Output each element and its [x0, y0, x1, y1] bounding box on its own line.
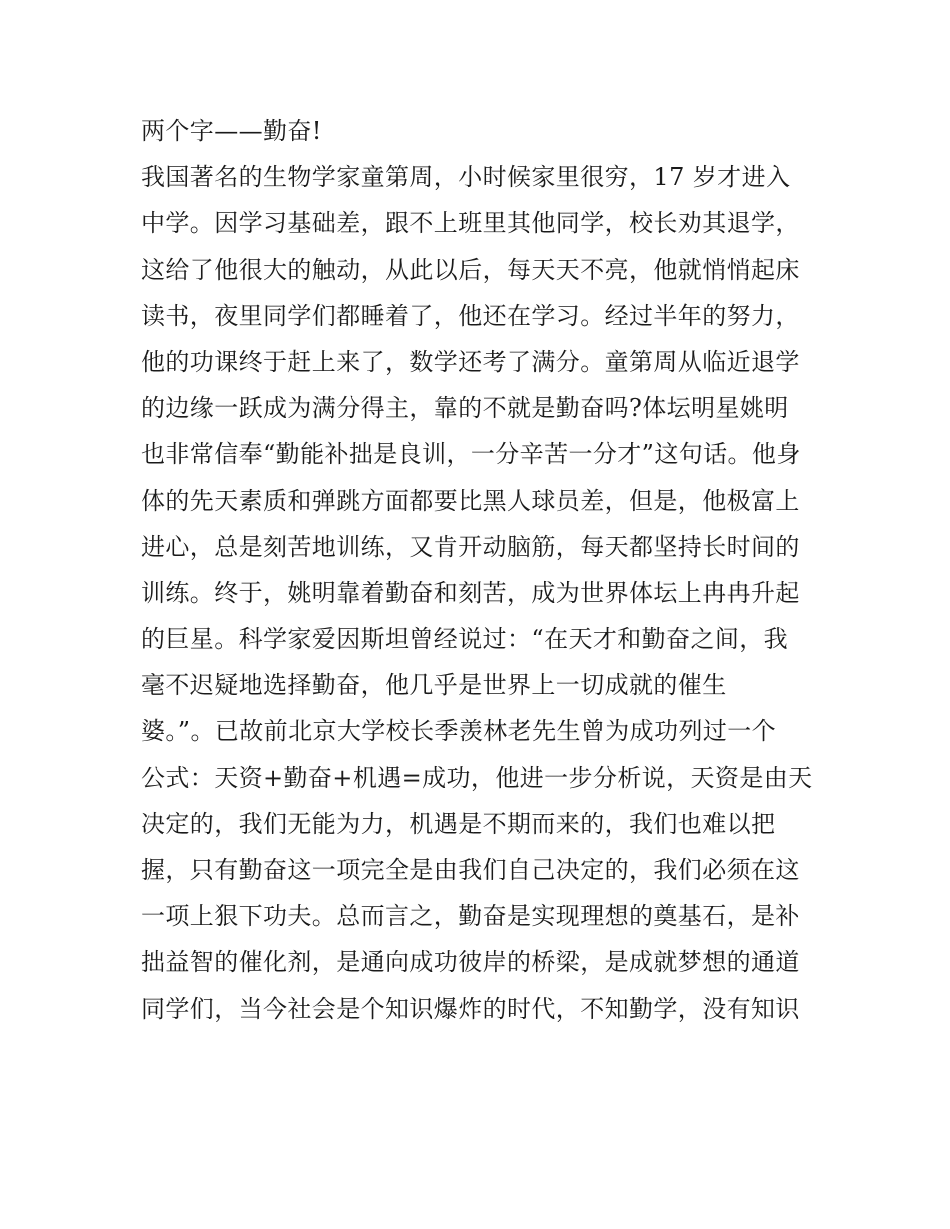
text-line-15: 公式：天资+勤奋+机遇=成功，他进一步分析说，天资是由天	[141, 763, 813, 792]
text-line-13: 毫不迟疑地选择勤奋，他几乎是世界上一切成就的催生	[141, 671, 727, 700]
text-line-19: 拙益智的催化剂，是通向成功彼岸的桥梁，是成就梦想的通道	[141, 948, 800, 977]
text-line-17: 握，只有勤奋这一项完全是由我们自己决定的，我们必须在这	[141, 856, 800, 884]
text-line-3: 中学。因学习基础差，跟不上班里其他同学，校长劝其退学，	[141, 209, 800, 238]
text-line-4: 这给了他很大的触动，从此以后，每天天不亮，他就悄悄起床	[141, 255, 800, 284]
text-line-18: 一项上狠下功夫。总而言之，勤奋是实现理想的奠基石，是补	[141, 902, 800, 931]
text-line-11: 训练。终于，姚明靠着勤奋和刻苦，成为世界体坛上冉冉升起	[141, 578, 800, 607]
text-line-1: 两个字——勤奋!	[141, 117, 322, 145]
text-line-5: 读书，夜里同学们都睡着了，他还在学习。经过半年的努力，	[141, 301, 800, 330]
text-line-2: 我国著名的生物学家童第周，小时候家里很穷，17 岁才进入	[141, 163, 791, 192]
text-line-14: 婆。”。已故前北京大学校长季羡林老先生曾为成功列过一个	[141, 717, 777, 746]
text-line-6: 他的功课终于赶上来了，数学还考了满分。童第周从临近退学	[141, 347, 800, 376]
text-line-16: 决定的，我们无能为力，机遇是不期而来的，我们也难以把	[141, 809, 776, 838]
text-line-8: 也非常信奉“勤能补拙是良训，一分辛苦一分才”这句话。他身	[141, 440, 801, 469]
body-text	[141, 108, 821, 1032]
text-line-7: 的边缘一跃成为满分得主，靠的不就是勤奋吗?体坛明星姚明	[141, 394, 789, 423]
text-line-12: 的巨星。科学家爱因斯坦曾经说过：“在天才和勤奋之间，我	[141, 625, 789, 654]
text-line-10: 进心，总是刻苦地训练，又肯开动脑筋，每天都坚持长时间的	[141, 532, 800, 561]
text-line-9: 体的先天素质和弹跳方面都要比黑人球员差，但是，他极富上	[141, 486, 800, 515]
text-line-20: 同学们，当今社会是个知识爆炸的时代，不知勤学，没有知识	[141, 994, 800, 1023]
